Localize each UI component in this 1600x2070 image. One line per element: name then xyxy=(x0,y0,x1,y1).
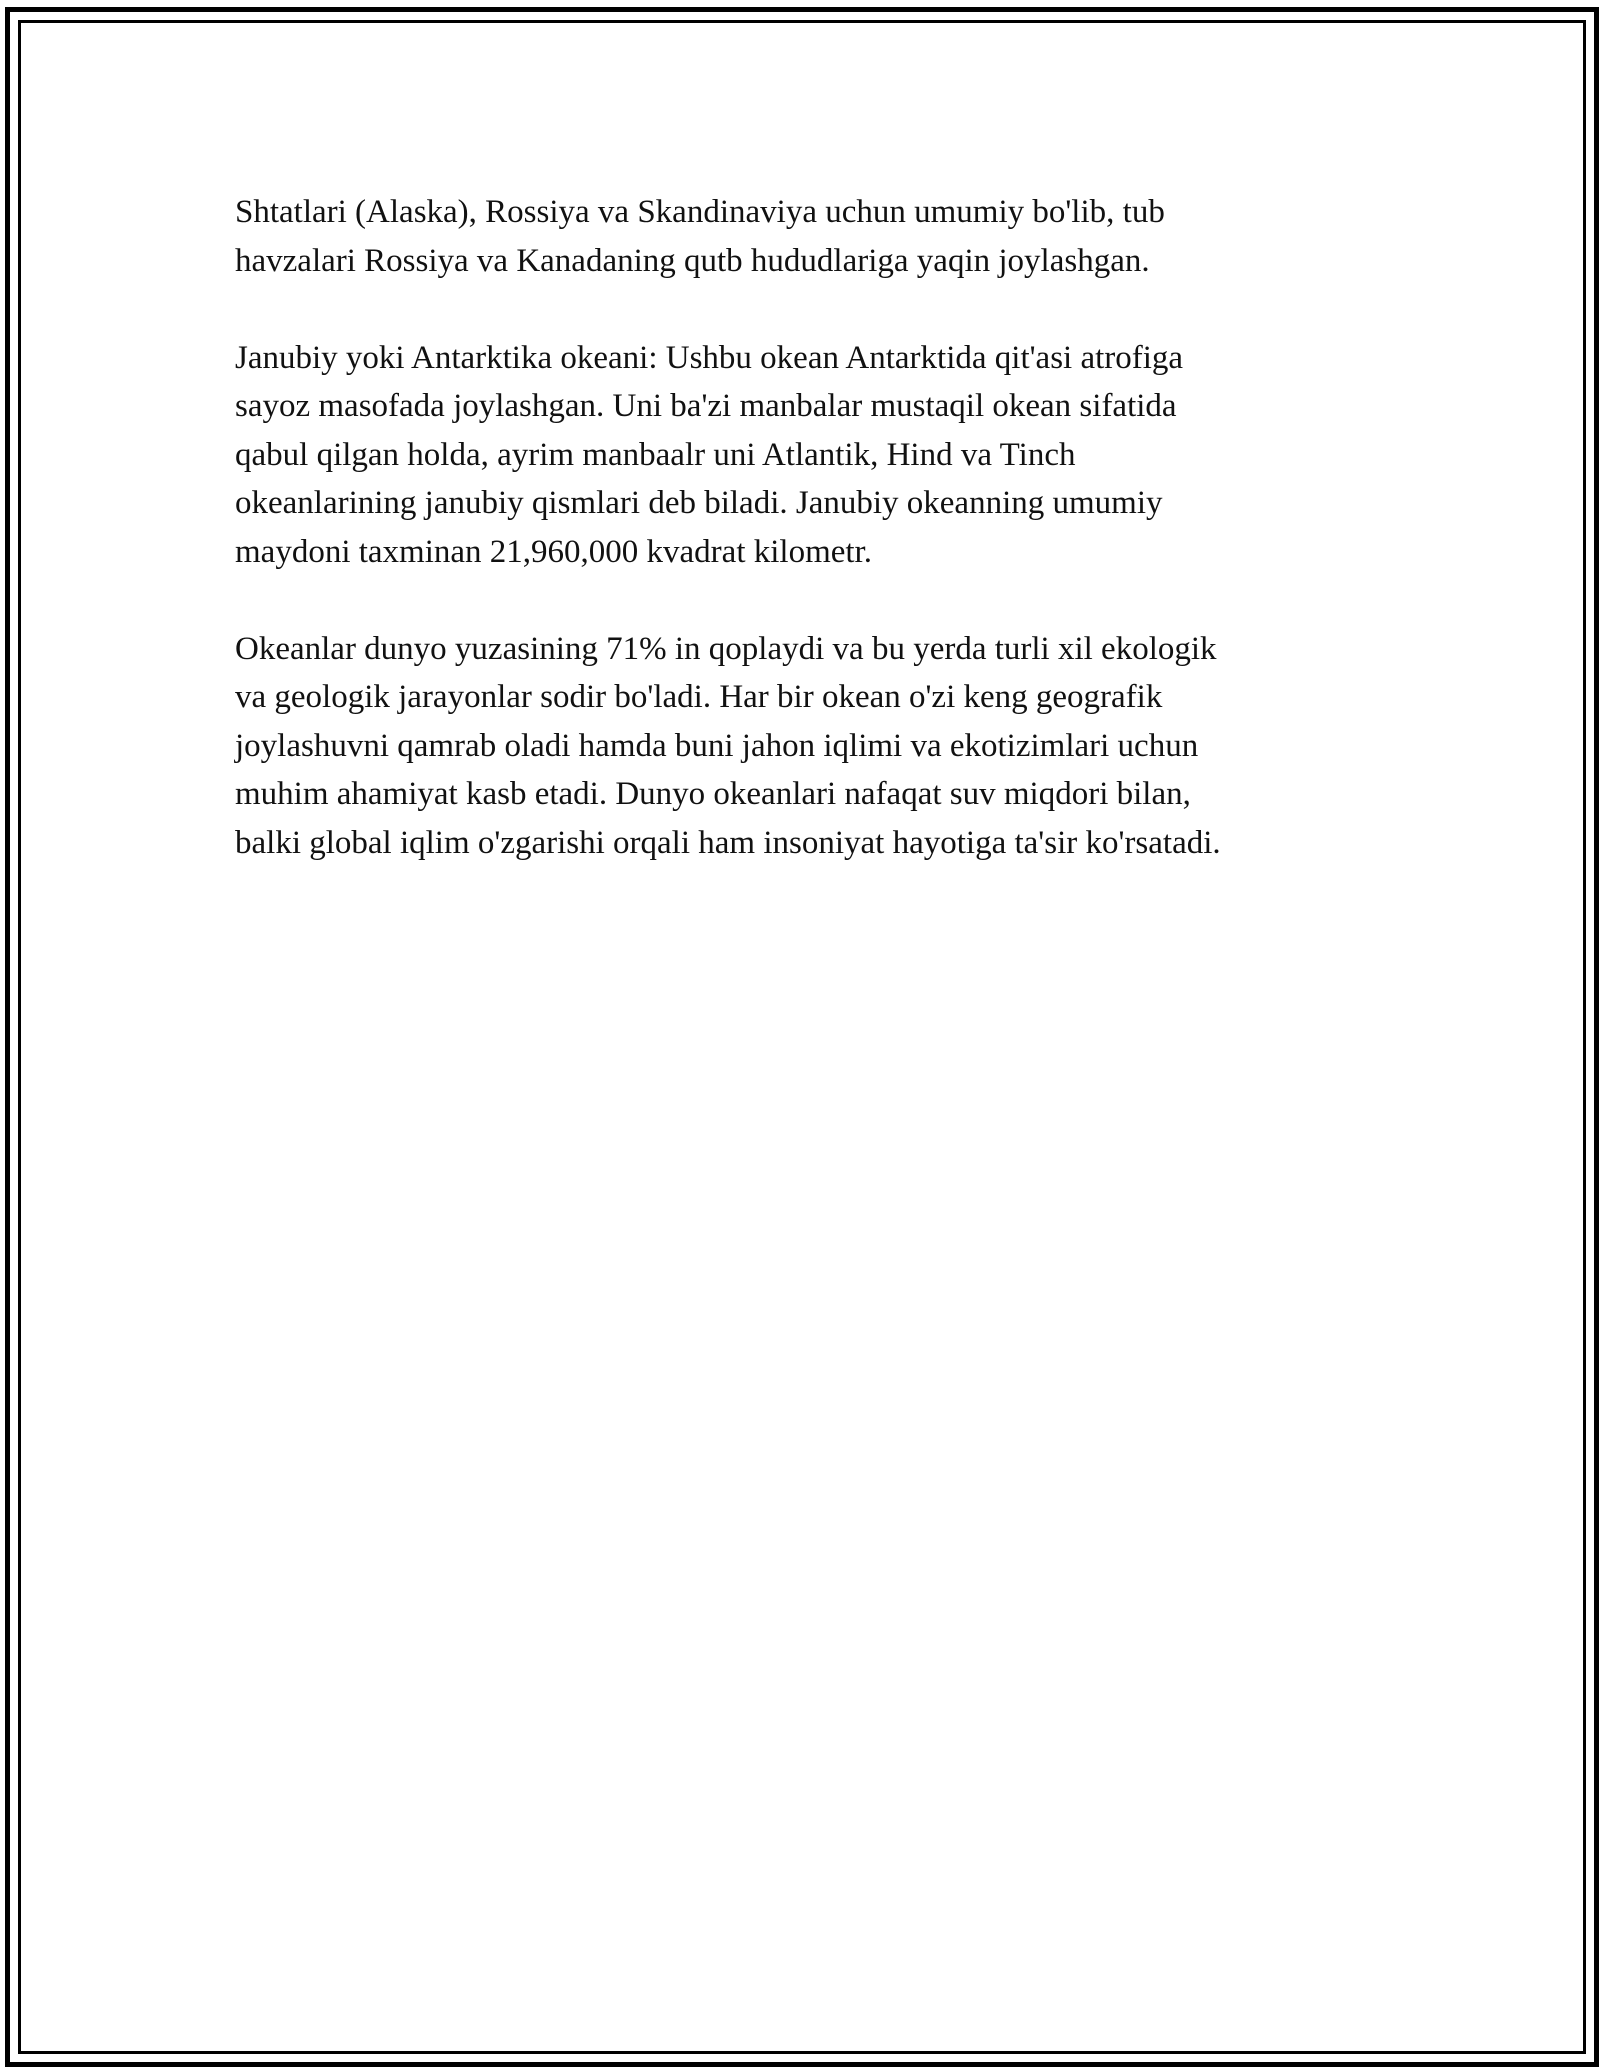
paragraph-2: Janubiy yoki Antarktika okeani: Ushbu okean Antarktida qit'asi atrofiga sayoz masofada joylashgan. Uni ba'zi manbalar mustaqil okean sifatida qabul qilgan holda, ayrim manbaalr uni Atlantik, Hind va Tinch okeanlarining janubiy qismlari deb biladi. Janubiy okeanning umumiy maydoni taxminan 21,960,000 kvadrat kilometr. xyxy=(235,339,1184,570)
document-body xyxy=(235,188,1395,916)
paragraph-1: Shtatlari (Alaska), Rossiya va Skandinaviya uchun umumiy bo'lib, tub havzalari Rossiya va Kanadaning qutb hududlariga yaqin joylashgan. xyxy=(235,194,1165,279)
paragraph-3: Okeanlar dunyo yuzasining 71% in qoplaydi va bu yerda turli xil ekologik va geologik jarayonlar sodir bo'ladi. Har bir okean o'zi keng geografik joylashuvni qamrab oladi hamda buni jahon iqlimi va ekotizimlari uchun muhim ahamiyat kasb etadi. Dunyo okeanlari nafaqat suv miqdori bilan, balki global iqlim o'zgarishi orqali ham insoniyat hayotiga ta'sir ko'rsatadi. xyxy=(235,630,1221,861)
